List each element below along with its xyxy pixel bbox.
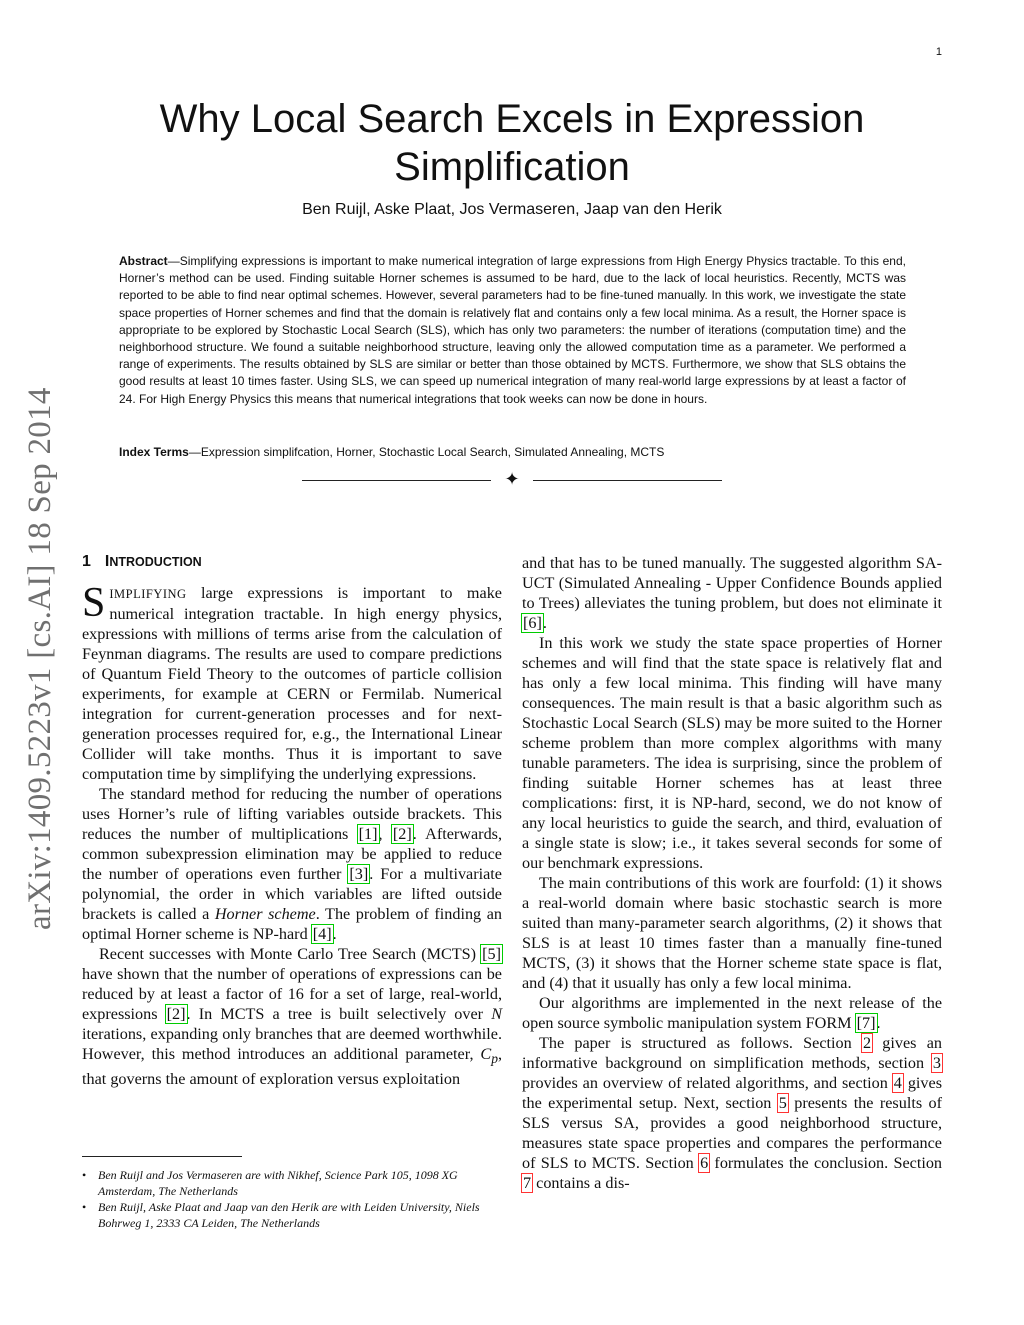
paragraph-text: . In MCTS a tree is built selectively over [186, 1005, 492, 1023]
paragraph-text: . Afterwards, common subexpression elimination may be applied to reduce the number of operations even further [82, 825, 503, 883]
citation-link[interactable]: [2] [166, 1005, 186, 1023]
paragraph-text: , [378, 825, 392, 843]
abstract-text: —Simplifying expressions is important to make numerical integration of large expressions from High Energy Physics tractable. To this end, Horner’s method can be used. Finding suitable Horner schemes is assumed to be hard, due to the lack of local heuristics. Recently, MCTS was reported to be able to find near optimal schemes. However, several parameters had to be fine-tuned manually. In this work, we investigate the state space properties of Horner schemes and find that the domain is relatively flat and contains only a few local minima. As a result, the Horner space is appropriate to be explored by Stochastic Local Search (SLS), which has only two parameters: the number of iterations (computation time) and the neighborhood structure. We found a suitable neighborhood structure, leaving only the allowed computation time as a parameter. We performed a range of experiments. The results obtained by SLS are similar or better than those obtained by MCTS. Furthermore, we show that SLS obtains the good results at least 10 times faster. Using SLS, we can speed up numerical integration of many real-world large expressions by at least a factor of 24. For High Energy Physics this means that numerical integrations that took weeks can now be done in hours. [119, 254, 906, 406]
right-paragraph-2: In this work we study the state space properties of Horner schemes and will find that the state space is relatively flat and has only a few local minima. This finding will have many consequences. The main result is that a basic algorithm such as Stochastic Local Search (SLS) may be more suited to the Horner scheme problem than more complex algorithms with many tunable parameters. The idea is surprising, since the problem of finding suitable Horner schemes has at least three complications: first, it is NP-hard, second, we do not know of any local heuristics to guide the search, and third, evaluation of a single state is slow; i.e., it takes several seconds for some of our benchmark expressions. [522, 634, 942, 872]
index-terms [119, 444, 906, 461]
paragraph-text: contains a dis- [532, 1174, 630, 1192]
paragraph-text: Recent successes with Monte Carlo Tree Search (MCTS) [99, 945, 482, 963]
citation-link[interactable]: [5] [482, 945, 501, 963]
citation-link[interactable]: [2] [392, 825, 412, 843]
drop-cap: S [82, 580, 106, 626]
section-ref-link[interactable]: 4 [893, 1074, 902, 1092]
paragraph-text: presents the results of SLS versus SA, provides a good neighborhood structure, measures state space properties and compares the performance of SLS to MCTS. Section [522, 1094, 942, 1172]
footnote-rule [82, 1156, 242, 1157]
citation-link[interactable]: [6] [523, 614, 542, 632]
intro-paragraph-2 [82, 784, 502, 944]
section-ref-link[interactable]: 3 [932, 1054, 941, 1072]
diamond-ornament-icon: ✦ [504, 469, 520, 490]
intro-paragraph-1 [82, 580, 502, 784]
abstract-label: Abstract [119, 254, 168, 268]
section-title-rest: NTRODUCTION [109, 555, 202, 569]
footnote-text: Ben Ruijl and Jos Vermaseren are with Nikhef, Science Park 105, 1098 XG Amsterdam, The Netherlands [98, 1168, 458, 1198]
math-variable: C [480, 1045, 492, 1063]
section-heading-introduction [82, 550, 502, 574]
divider-line-right [533, 480, 722, 481]
index-terms-text: —Expression simplifcation, Horner, Stochastic Local Search, Simulated Annealing, MCTS [188, 445, 665, 459]
footnote-item [82, 1168, 502, 1199]
math-variable: N [491, 1005, 503, 1023]
paragraph-text: . [542, 614, 547, 632]
citation-link[interactable]: [4] [312, 925, 332, 943]
paragraph-text: provides an overview of related algorithms, and section [522, 1074, 893, 1092]
footnote-text: Ben Ruijl, Aske Plaat and Jaap van den Herik are with Leiden University, Niels Bohrweg 1, 2333 CA Leiden, The Netherlands [98, 1200, 480, 1230]
paragraph-text: large expressions is important to make numerical integration tractable. In high energy physics, expressions with millions of terms arise from the calculation of Feynman diagrams. The results are used to compare predictions of Quantum Field Theory to the outcomes of particle collision experiments, for example at CERN or Fermilab. Numerical integration for current-generation processes and for next-generation processes required for, e.g., the International Linear Collider will take months. Thus it is important to save computation time by simplifying the underlying expressions. [82, 584, 502, 783]
paragraph-text: , that governs the amount of exploration versus exploitation [82, 1045, 502, 1089]
paragraph-text: and that has to be tuned manually. The suggested algorithm SA-UCT (Simulated Annealing - Upper Confidence Bounds applied to Trees) alleviates the tuning problem, but does not eliminate it [522, 554, 942, 612]
paragraph-text: formulates the conclusion. Section [709, 1154, 943, 1172]
page-number: 1 [935, 46, 942, 58]
small-caps-lead: IMPLIFYING [109, 587, 187, 601]
section-ref-link[interactable]: 5 [778, 1094, 787, 1112]
paragraph-text: iterations, expanding only branches that are deemed worthwhile. However, this method introduces an additional parameter, [82, 1025, 502, 1063]
math-subscript: p [491, 1051, 498, 1067]
footnote-item [82, 1200, 502, 1231]
intro-paragraph-3 [82, 944, 502, 1089]
paragraph-text: gives an informative background on simplification methods, section [522, 1034, 942, 1072]
paragraph-text: . [332, 925, 337, 943]
paragraph-text: have shown that the number of operations of expressions can be reduced by at least a factor of 16 for a set of large, real-world, expressions [82, 965, 502, 1023]
author-list: Ben Ruijl, Aske Plaat, Jos Vermaseren, Jaap van den Herik [302, 201, 722, 218]
divider-line-left [302, 480, 491, 481]
section-ref-link[interactable]: 6 [700, 1154, 709, 1172]
paragraph-text: The paper is structured as follows. Section [539, 1034, 862, 1052]
section-divider [302, 470, 722, 490]
paragraph-text: The standard method for reducing the number of operations uses Horner’s rule of lifting variables outside brackets. This reduces the number of multiplications [82, 785, 502, 843]
right-paragraph-3: The main contributions of this work are fourfold: (1) it shows a real-world domain where basic stochastic search is more suited than many-parameter search algorithms, (2) it shows that SLS is at least 10 times faster than a manually fine-tuned MCTS, (3) it shows that the Horner scheme state space is flat, and (4) that it usually has only a few local minima. [522, 874, 942, 992]
bullet-icon: • [82, 1168, 87, 1182]
paragraph-text: . The problem of finding an optimal Horner scheme is NP-hard [82, 905, 502, 943]
arxiv-stamp: arXiv:1409.5223v1 [cs.AI] 18 Sep 2014 [22, 387, 58, 930]
citation-link[interactable]: [1] [358, 825, 378, 843]
citation-link[interactable]: [3] [349, 865, 369, 883]
right-column [522, 553, 942, 1193]
paragraph-text: gives the experimental setup. Next, section [522, 1074, 942, 1112]
citation-link[interactable]: [7] [856, 1014, 876, 1032]
section-title-initial: I [104, 553, 110, 570]
bullet-icon: • [82, 1200, 87, 1214]
section-ref-link[interactable]: 7 [523, 1174, 532, 1192]
right-paragraph-1 [522, 553, 942, 633]
section-number: 1 [82, 553, 91, 570]
paragraph-text: . [876, 1014, 881, 1032]
paragraph-text: . For a multivariate polynomial, the order in which variables are lifted outside brackets is called a [82, 865, 502, 923]
affiliation-footnotes [82, 1168, 502, 1232]
paragraph-text: Our algorithms are implemented in the next release of the open source symbolic manipulation system FORM [522, 994, 942, 1032]
left-column [82, 550, 502, 1089]
right-paragraph-4 [522, 993, 942, 1033]
index-terms-label: Index Terms [119, 445, 189, 459]
paper-title: Why Local Search Excels in Expression Simplification [159, 97, 865, 189]
emphasis-term: Horner scheme [214, 905, 316, 923]
right-paragraph-5 [522, 1033, 942, 1193]
section-ref-link[interactable]: 2 [862, 1034, 872, 1052]
abstract [119, 253, 906, 408]
